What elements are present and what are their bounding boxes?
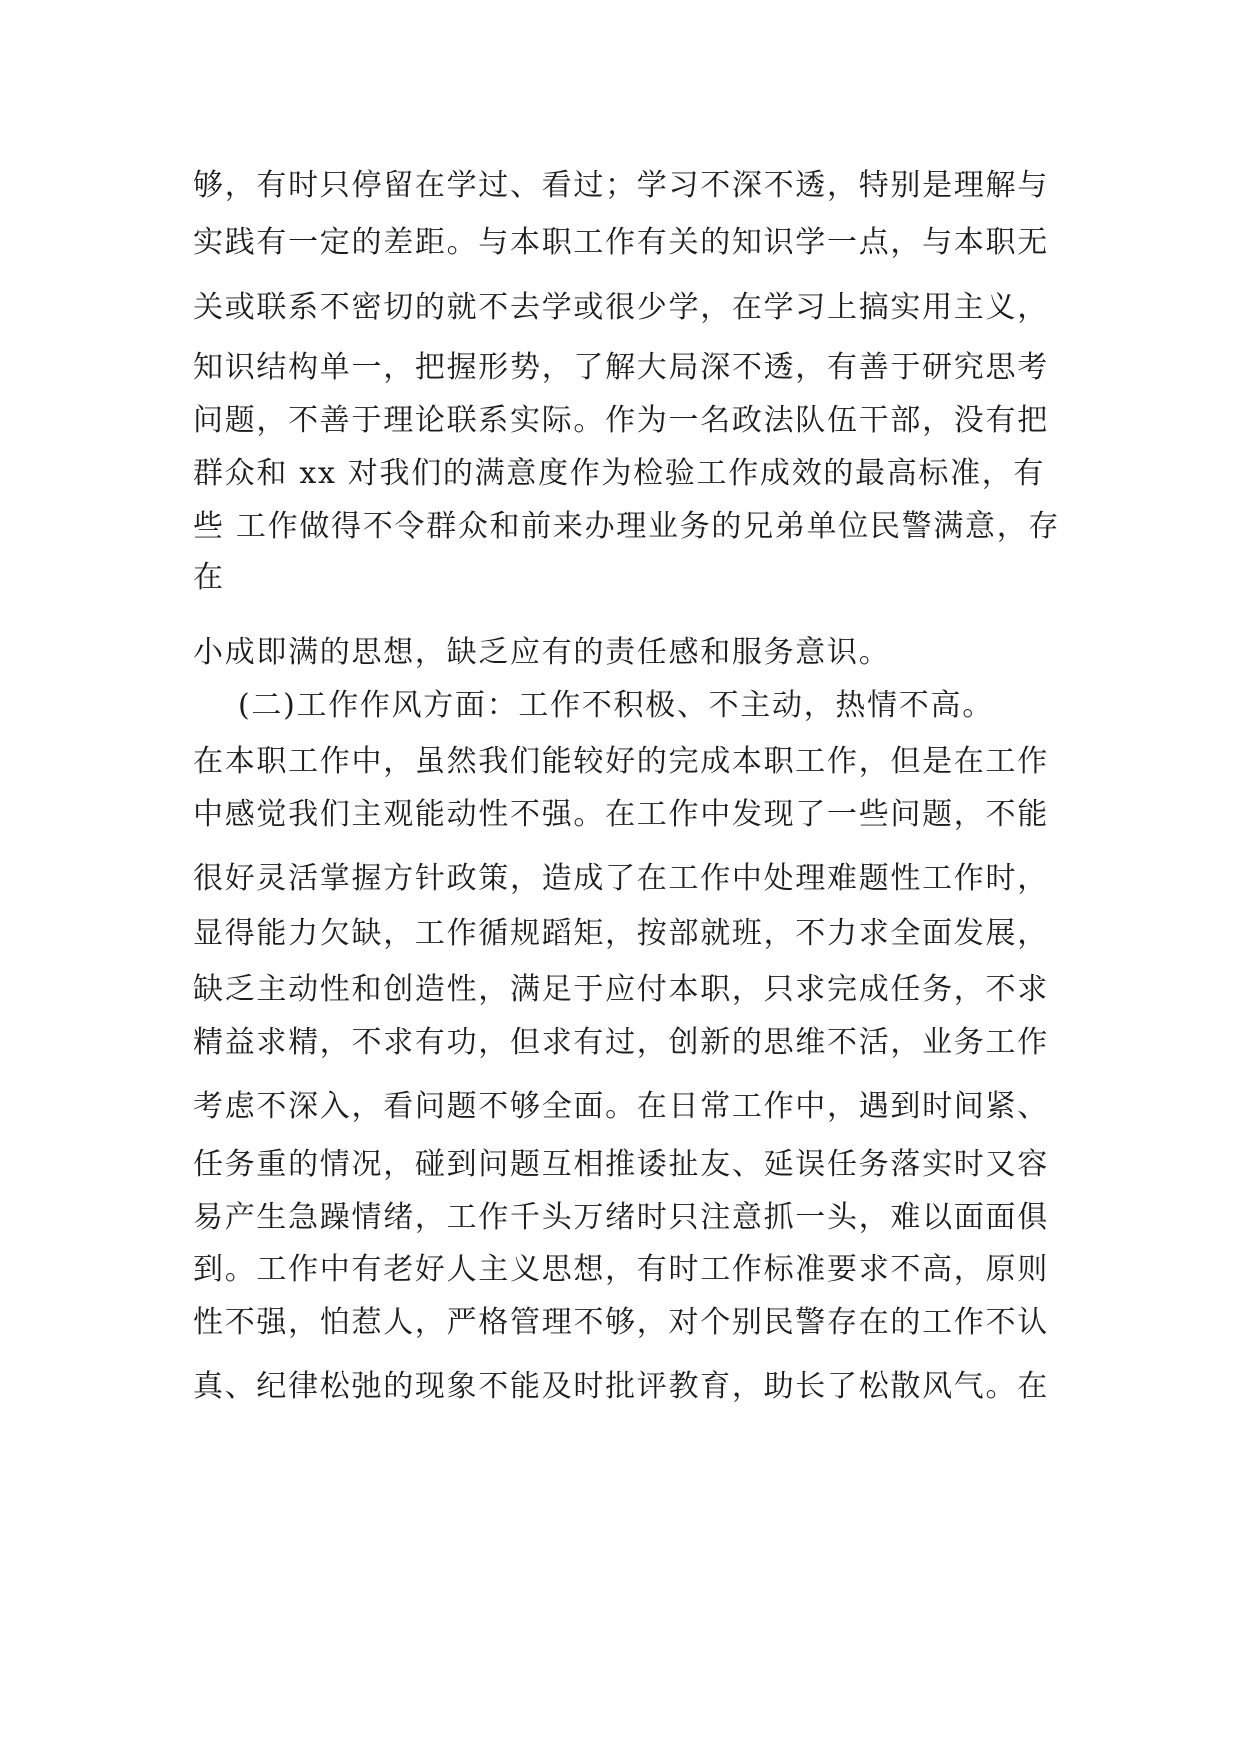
text-line: 显得能力欠缺，工作循规蹈矩，按部就班，不力求全面发展，: [193, 917, 1049, 951]
text-line: 小成即满的思想，缺乏应有的责任感和服务意识。: [193, 636, 891, 670]
text-line: 够，有时只停留在学过、看过；学习不深不透，特别是理解与: [193, 169, 1049, 203]
text-line: 到。工作中有老好人主义思想，有时工作标准要求不高，原则: [193, 1253, 1049, 1287]
text-line: 易产生急躁情绪，工作千头万绪时只注意抓一头，难以面面俱: [193, 1201, 1049, 1235]
text-line: 很好灵活掌握方针政策，造成了在工作中处理难题性工作时，: [193, 862, 1049, 896]
text-line: 实践有一定的差距。与本职工作有关的知识学一点，与本职无: [193, 226, 1049, 260]
text-line: 中感觉我们主观能动性不强。在工作中发现了一些问题，不能: [193, 798, 1049, 832]
text-line: 关或联系不密切的就不去学或很少学，在学习上搞实用主义，: [193, 291, 1049, 325]
text-line: 在: [193, 561, 225, 595]
text-line: 性不强，怕惹人，严格管理不够，对个别民警存在的工作不认: [193, 1306, 1049, 1340]
text-line: 任务重的情况，碰到问题互相推诿扯友、延误任务落实时又容: [193, 1148, 1049, 1182]
text-line: 问题，不善于理论联系实际。作为一名政法队伍干部，没有把: [193, 404, 1049, 438]
text-line: 知识结构单一，把握形势，了解大局深不透，有善于研究思考: [193, 351, 1049, 385]
text-line: 缺乏主动性和创造性，满足于应付本职，只求完成任务，不求: [193, 973, 1049, 1007]
text-line: 在本职工作中，虽然我们能较好的完成本职工作，但是在工作: [193, 745, 1049, 779]
text-line: 精益求精，不求有功，但求有过，创新的思维不活，业务工作: [193, 1026, 1049, 1060]
text-line: 真、纪律松弛的现象不能及时批评教育，助长了松散风气。在: [193, 1370, 1049, 1404]
section-heading-line: (二)工作作风方面：工作不积极、不主动，热情不高。: [238, 689, 994, 723]
text-line: 考虑不深入，看问题不够全面。在日常工作中，遇到时间紧、: [193, 1090, 1049, 1124]
text-line: 群众和 xx 对我们的满意度作为检验工作成效的最高标准，有: [193, 457, 1046, 491]
text-line: 些 工作做得不令群众和前来办理业务的兄弟单位民警满意，存: [193, 510, 1061, 544]
